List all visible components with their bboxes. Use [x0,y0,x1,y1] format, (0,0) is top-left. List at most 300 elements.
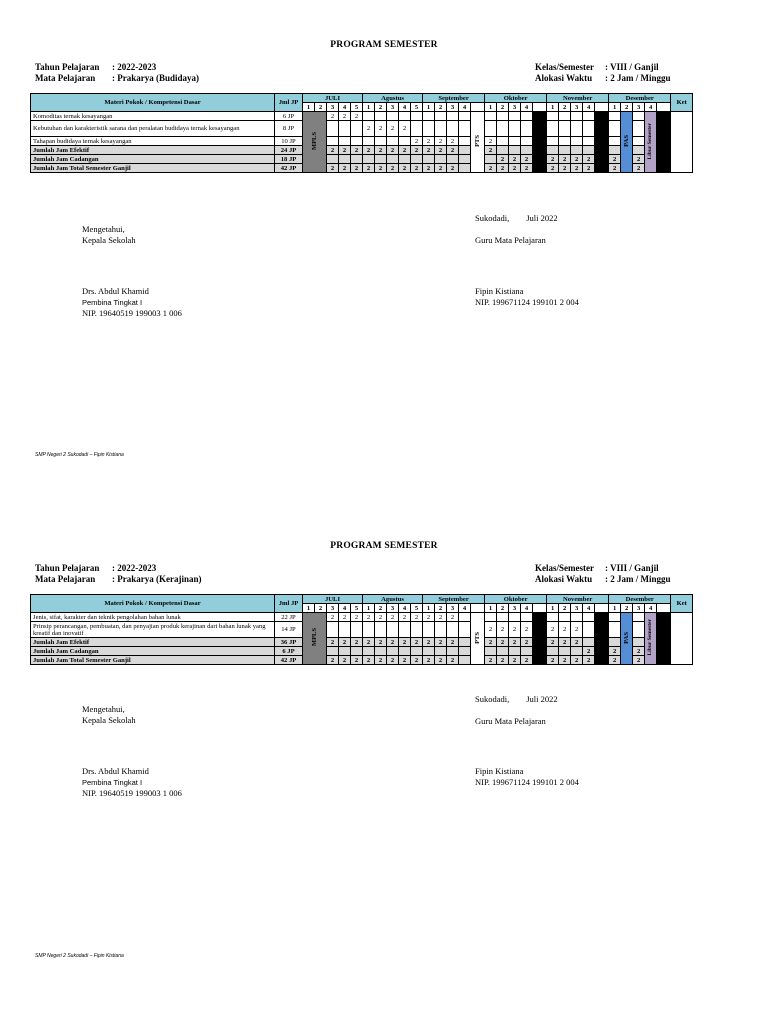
week-cell: 2 [633,164,645,173]
week-cell [497,613,509,622]
week-cell: 2 [435,164,447,173]
week-cell: 2 [327,146,339,155]
divider-cell [657,103,671,112]
break-cell [657,613,671,665]
week-cell [399,155,411,164]
week-cell: 2 [497,622,509,638]
week-cell [547,613,559,622]
week-cell [571,112,583,121]
week-cell: 2 [399,613,411,622]
week-cell: 2 [339,638,351,647]
week-header: 3 [447,103,459,112]
mpls-cell [303,613,327,665]
week-cell: 2 [411,146,423,155]
week-cell [583,613,595,622]
week-cell [327,121,339,137]
ket-cell [671,613,693,665]
table-row [31,112,693,121]
week-cell [633,613,645,622]
week-header: 4 [583,604,595,613]
week-cell [559,121,571,137]
pas-label: PAS [623,631,631,644]
place-date: Sukodadi, Juli 2022 [475,694,558,704]
week-cell: 2 [411,656,423,665]
kepsek-nip: NIP. 19640519 199003 1 006 [82,788,182,798]
week-header: 3 [571,103,583,112]
week-cell: 2 [521,155,533,164]
kepsek-signature [82,704,136,726]
week-cell: 2 [547,638,559,647]
week-header: 4 [339,604,351,613]
week-cell [351,137,363,146]
week-cell [509,146,521,155]
week-cell [459,155,471,164]
week-cell: 2 [363,121,375,137]
week-header: 1 [485,604,497,613]
libur-semester-cell [645,613,657,665]
mpls-label: MPLS [311,628,318,647]
materi-cell: Jumlah Jam Cadangan [31,647,275,656]
page-2 [0,501,768,1001]
week-cell [547,647,559,656]
month-header: September [423,595,485,604]
week-header: 2 [559,604,571,613]
week-header: 2 [435,103,447,112]
header-left [35,62,199,84]
week-cell: 2 [571,638,583,647]
week-header: 1 [609,103,621,112]
week-cell: 2 [423,656,435,665]
week-cell [363,622,375,638]
week-cell: 2 [411,613,423,622]
week-cell: 2 [559,164,571,173]
week-cell: 2 [609,647,621,656]
week-header: 2 [435,604,447,613]
week-cell [571,121,583,137]
table-row [31,137,693,146]
week-cell: 2 [327,638,339,647]
materi-cell: Jumlah Jam Total Semester Ganjil [31,656,275,665]
month-header: Agustus [363,94,423,103]
week-cell [339,137,351,146]
week-cell [459,622,471,638]
alokasi-label: Alokasi Waktu [535,574,593,584]
table-row [31,164,693,173]
week-header: 2 [375,103,387,112]
week-header: 1 [363,604,375,613]
kepsek-signature [82,224,136,246]
table-row [31,146,693,155]
header-right [535,62,671,84]
week-cell: 2 [351,613,363,622]
guru-signature [475,213,558,246]
week-cell: 2 [339,112,351,121]
week-cell: 2 [509,164,521,173]
week-cell [375,647,387,656]
week-cell: 2 [411,638,423,647]
alokasi-label: Alokasi Waktu [535,73,593,83]
week-cell [459,638,471,647]
week-cell [459,613,471,622]
jp-cell: 18 JP [275,155,303,164]
week-cell [559,137,571,146]
week-cell [547,137,559,146]
kelas-value: : VIII / Ganjil [605,563,659,573]
week-cell: 2 [387,146,399,155]
month-header: November [547,595,609,604]
week-cell: 2 [435,638,447,647]
week-cell: 2 [339,164,351,173]
materi-cell: Tahapan budidaya ternak kesayangan [31,137,275,146]
week-cell [559,112,571,121]
week-header: 2 [497,103,509,112]
week-cell: 2 [435,656,447,665]
week-cell: 2 [559,622,571,638]
page-footer: SMP Negeri 2 Sukodadi – Fipin Kistiana [35,452,124,458]
program-semester-table [30,93,693,173]
week-cell [423,155,435,164]
week-cell: 2 [447,146,459,155]
table-row [31,613,693,622]
week-cell: 2 [497,656,509,665]
week-cell [351,647,363,656]
week-cell [459,164,471,173]
week-cell [327,155,339,164]
week-cell [583,112,595,121]
week-cell: 2 [571,155,583,164]
week-header: 3 [633,103,645,112]
week-header: 5 [411,103,423,112]
week-cell: 2 [375,146,387,155]
kelas-label: Kelas/Semester [535,62,594,72]
divider-cell [471,103,485,112]
week-cell [375,137,387,146]
week-cell: 2 [399,146,411,155]
week-cell: 2 [633,647,645,656]
week-cell: 2 [387,638,399,647]
week-cell: 2 [327,656,339,665]
materi-cell: Jumlah Jam Total Semester Ganjil [31,164,275,173]
week-cell: 2 [485,146,497,155]
week-cell: 2 [435,613,447,622]
week-cell [327,647,339,656]
week-cell [609,112,621,121]
week-cell: 2 [435,137,447,146]
week-cell [387,137,399,146]
week-cell: 2 [423,146,435,155]
divider-cell [595,103,609,112]
guru-name: Fipin Kistiana [475,286,524,296]
week-cell [521,121,533,137]
kepsek-rank: Pembina Tingkat I [82,298,143,307]
break-cell [533,613,547,665]
week-cell: 2 [559,155,571,164]
week-cell [387,622,399,638]
week-header: 5 [411,604,423,613]
week-cell [411,121,423,137]
week-header: 4 [339,103,351,112]
month-header: JULI [303,94,363,103]
pts-label: PTS [474,135,482,147]
place-date: Sukodadi, Juli 2022 [475,213,558,223]
week-header: 2 [621,103,633,112]
pts-label: PTS [474,631,482,644]
week-header: 4 [459,103,471,112]
week-cell: 2 [571,656,583,665]
week-header: 1 [609,604,621,613]
week-cell [363,647,375,656]
week-cell [435,647,447,656]
week-cell [509,112,521,121]
week-cell [497,112,509,121]
week-cell [485,613,497,622]
week-cell: 2 [339,146,351,155]
mpls-cell [303,112,327,173]
month-header: Agustus [363,595,423,604]
week-cell [521,146,533,155]
week-cell: 2 [485,164,497,173]
guru-block [475,766,579,788]
week-cell [411,112,423,121]
week-cell: 2 [423,638,435,647]
week-cell [459,112,471,121]
week-cell [609,146,621,155]
week-header: 3 [633,604,645,613]
week-cell: 2 [571,164,583,173]
week-cell: 2 [609,155,621,164]
week-cell [633,137,645,146]
week-cell: 2 [399,164,411,173]
week-cell [485,647,497,656]
week-cell: 2 [447,613,459,622]
week-cell: 2 [547,155,559,164]
jp-cell: 6 JP [275,112,303,121]
header-right [535,563,671,585]
pts-cell [471,613,485,665]
week-cell: 2 [509,622,521,638]
page-1 [0,0,768,500]
week-header: 3 [509,604,521,613]
week-cell: 2 [375,613,387,622]
week-cell [583,638,595,647]
materi-cell: Jumlah Jam Cadangan [31,155,275,164]
divider-cell [657,604,671,613]
week-header: 5 [351,103,363,112]
kepsek-nip: NIP. 19640519 199003 1 006 [82,308,182,318]
mengetahui-text: Mengetahui, [82,224,125,234]
guru-nip: NIP. 199671124 199101 2 004 [475,777,579,787]
divider-cell [471,604,485,613]
week-cell: 2 [521,164,533,173]
week-cell [423,647,435,656]
kelas-label: Kelas/Semester [535,563,594,573]
kepsek-title: Kepala Sekolah [82,235,136,245]
week-cell [547,112,559,121]
week-cell [633,112,645,121]
libur-label: Libur Semester [647,619,654,656]
table-row [31,656,693,665]
week-cell: 2 [435,146,447,155]
materi-cell: Kebutuhan dan karakteristik sarana dan peralatan budidaya ternak kesayangan [31,121,275,137]
week-cell: 2 [509,638,521,647]
week-cell [363,112,375,121]
kepsek-name: Drs. Abdul Khamid [82,766,149,776]
week-cell: 2 [363,656,375,665]
week-header: 3 [327,103,339,112]
materi-cell: Jumlah Jam Efektif [31,638,275,647]
week-cell: 2 [375,656,387,665]
week-cell: 2 [559,638,571,647]
week-cell: 2 [351,638,363,647]
week-cell: 2 [387,613,399,622]
alokasi-value: : 2 Jam / Minggu [605,73,671,83]
jp-cell: 14 JP [275,622,303,638]
libur-label: Libur Semester [647,122,654,160]
week-header: 4 [459,604,471,613]
week-cell [485,112,497,121]
week-cell [609,137,621,146]
week-cell [459,647,471,656]
week-cell: 2 [375,638,387,647]
table-row [31,638,693,647]
jp-cell: 42 JP [275,656,303,665]
week-cell: 2 [363,164,375,173]
week-cell [399,622,411,638]
week-header: 1 [485,103,497,112]
week-cell: 2 [339,656,351,665]
break-cell [533,112,547,173]
week-cell [609,613,621,622]
week-header: 2 [315,103,327,112]
guru-signature [475,694,558,727]
page-title: PROGRAM SEMESTER [330,541,438,551]
week-header: 1 [547,103,559,112]
week-cell: 2 [485,638,497,647]
materi-cell: Jenis, sifat, karakter dan teknik pengolahan bahan lunak [31,613,275,622]
guru-name: Fipin Kistiana [475,766,524,776]
week-cell: 2 [447,137,459,146]
week-cell: 2 [411,137,423,146]
week-header: 3 [571,604,583,613]
mpls-label: MPLS [311,131,318,151]
week-cell: 2 [327,613,339,622]
week-cell: 2 [423,613,435,622]
week-header: 3 [327,604,339,613]
week-cell: 2 [447,656,459,665]
col-header-materi: Materi Pokok / Kompetensi Dasar [31,595,275,613]
week-cell [447,121,459,137]
week-cell [509,121,521,137]
week-cell: 2 [351,112,363,121]
month-header: September [423,94,485,103]
tahun-label: Tahun Pelajaran [35,563,100,573]
kepsek-rank: Pembina Tingkat I [82,778,143,787]
week-cell [633,638,645,647]
week-cell [509,647,521,656]
libur-semester-cell [645,112,657,173]
week-cell [559,146,571,155]
week-cell [339,121,351,137]
program-semester-table [30,594,693,665]
jp-cell: 24 JP [275,146,303,155]
week-cell [485,155,497,164]
mapel-value: : Prakarya (Kerajinan) [112,574,202,584]
alokasi-value: : 2 Jam / Minggu [605,574,671,584]
week-cell [459,656,471,665]
week-header: 4 [645,103,657,112]
week-header: 2 [375,604,387,613]
week-cell [327,137,339,146]
tahun-value: : 2022-2023 [112,62,157,72]
week-cell: 2 [509,155,521,164]
tahun-value: : 2022-2023 [112,563,157,573]
col-header-materi: Materi Pokok / Kompetensi Dasar [31,94,275,112]
week-cell [583,146,595,155]
week-cell: 2 [399,656,411,665]
materi-cell: Komoditas ternak kesayangan [31,112,275,121]
week-cell [399,137,411,146]
week-cell: 2 [521,622,533,638]
week-header: 1 [423,604,435,613]
jp-cell: 8 JP [275,121,303,137]
week-cell: 2 [497,164,509,173]
week-cell [423,112,435,121]
week-cell [423,622,435,638]
week-cell: 2 [387,121,399,137]
week-cell: 2 [363,146,375,155]
week-cell [633,121,645,137]
week-header: 4 [645,604,657,613]
week-header: 3 [509,103,521,112]
week-cell [339,647,351,656]
guru-title: Guru Mata Pelajaran [475,716,546,726]
week-cell [633,622,645,638]
col-header-ket: Ket [671,595,693,613]
week-cell [363,137,375,146]
table-row [31,622,693,638]
week-cell [497,146,509,155]
week-cell: 2 [547,622,559,638]
week-cell: 2 [509,656,521,665]
week-cell [485,121,497,137]
table-row [31,647,693,656]
week-cell: 2 [521,638,533,647]
week-header: 4 [583,103,595,112]
week-cell [521,112,533,121]
week-header: 4 [399,604,411,613]
header-left [35,563,201,585]
week-cell: 2 [633,656,645,665]
mapel-value: : Prakarya (Budidaya) [112,73,200,83]
week-cell [547,121,559,137]
week-cell [327,622,339,638]
kepsek-title: Kepala Sekolah [82,715,136,725]
week-cell [559,647,571,656]
week-header: 2 [559,103,571,112]
week-cell [609,638,621,647]
materi-cell: Prinsip perancangan, pembuatan, dan penyajian produk kerajinan dari bahan lunak yang kreatif dan inovatif [31,622,275,638]
week-cell [459,146,471,155]
week-cell [447,112,459,121]
week-header: 4 [521,604,533,613]
week-cell [609,622,621,638]
week-cell: 2 [351,164,363,173]
week-cell: 2 [447,164,459,173]
week-cell: 2 [547,656,559,665]
week-cell: 2 [583,647,595,656]
tahun-label: Tahun Pelajaran [35,62,100,72]
week-cell [447,647,459,656]
